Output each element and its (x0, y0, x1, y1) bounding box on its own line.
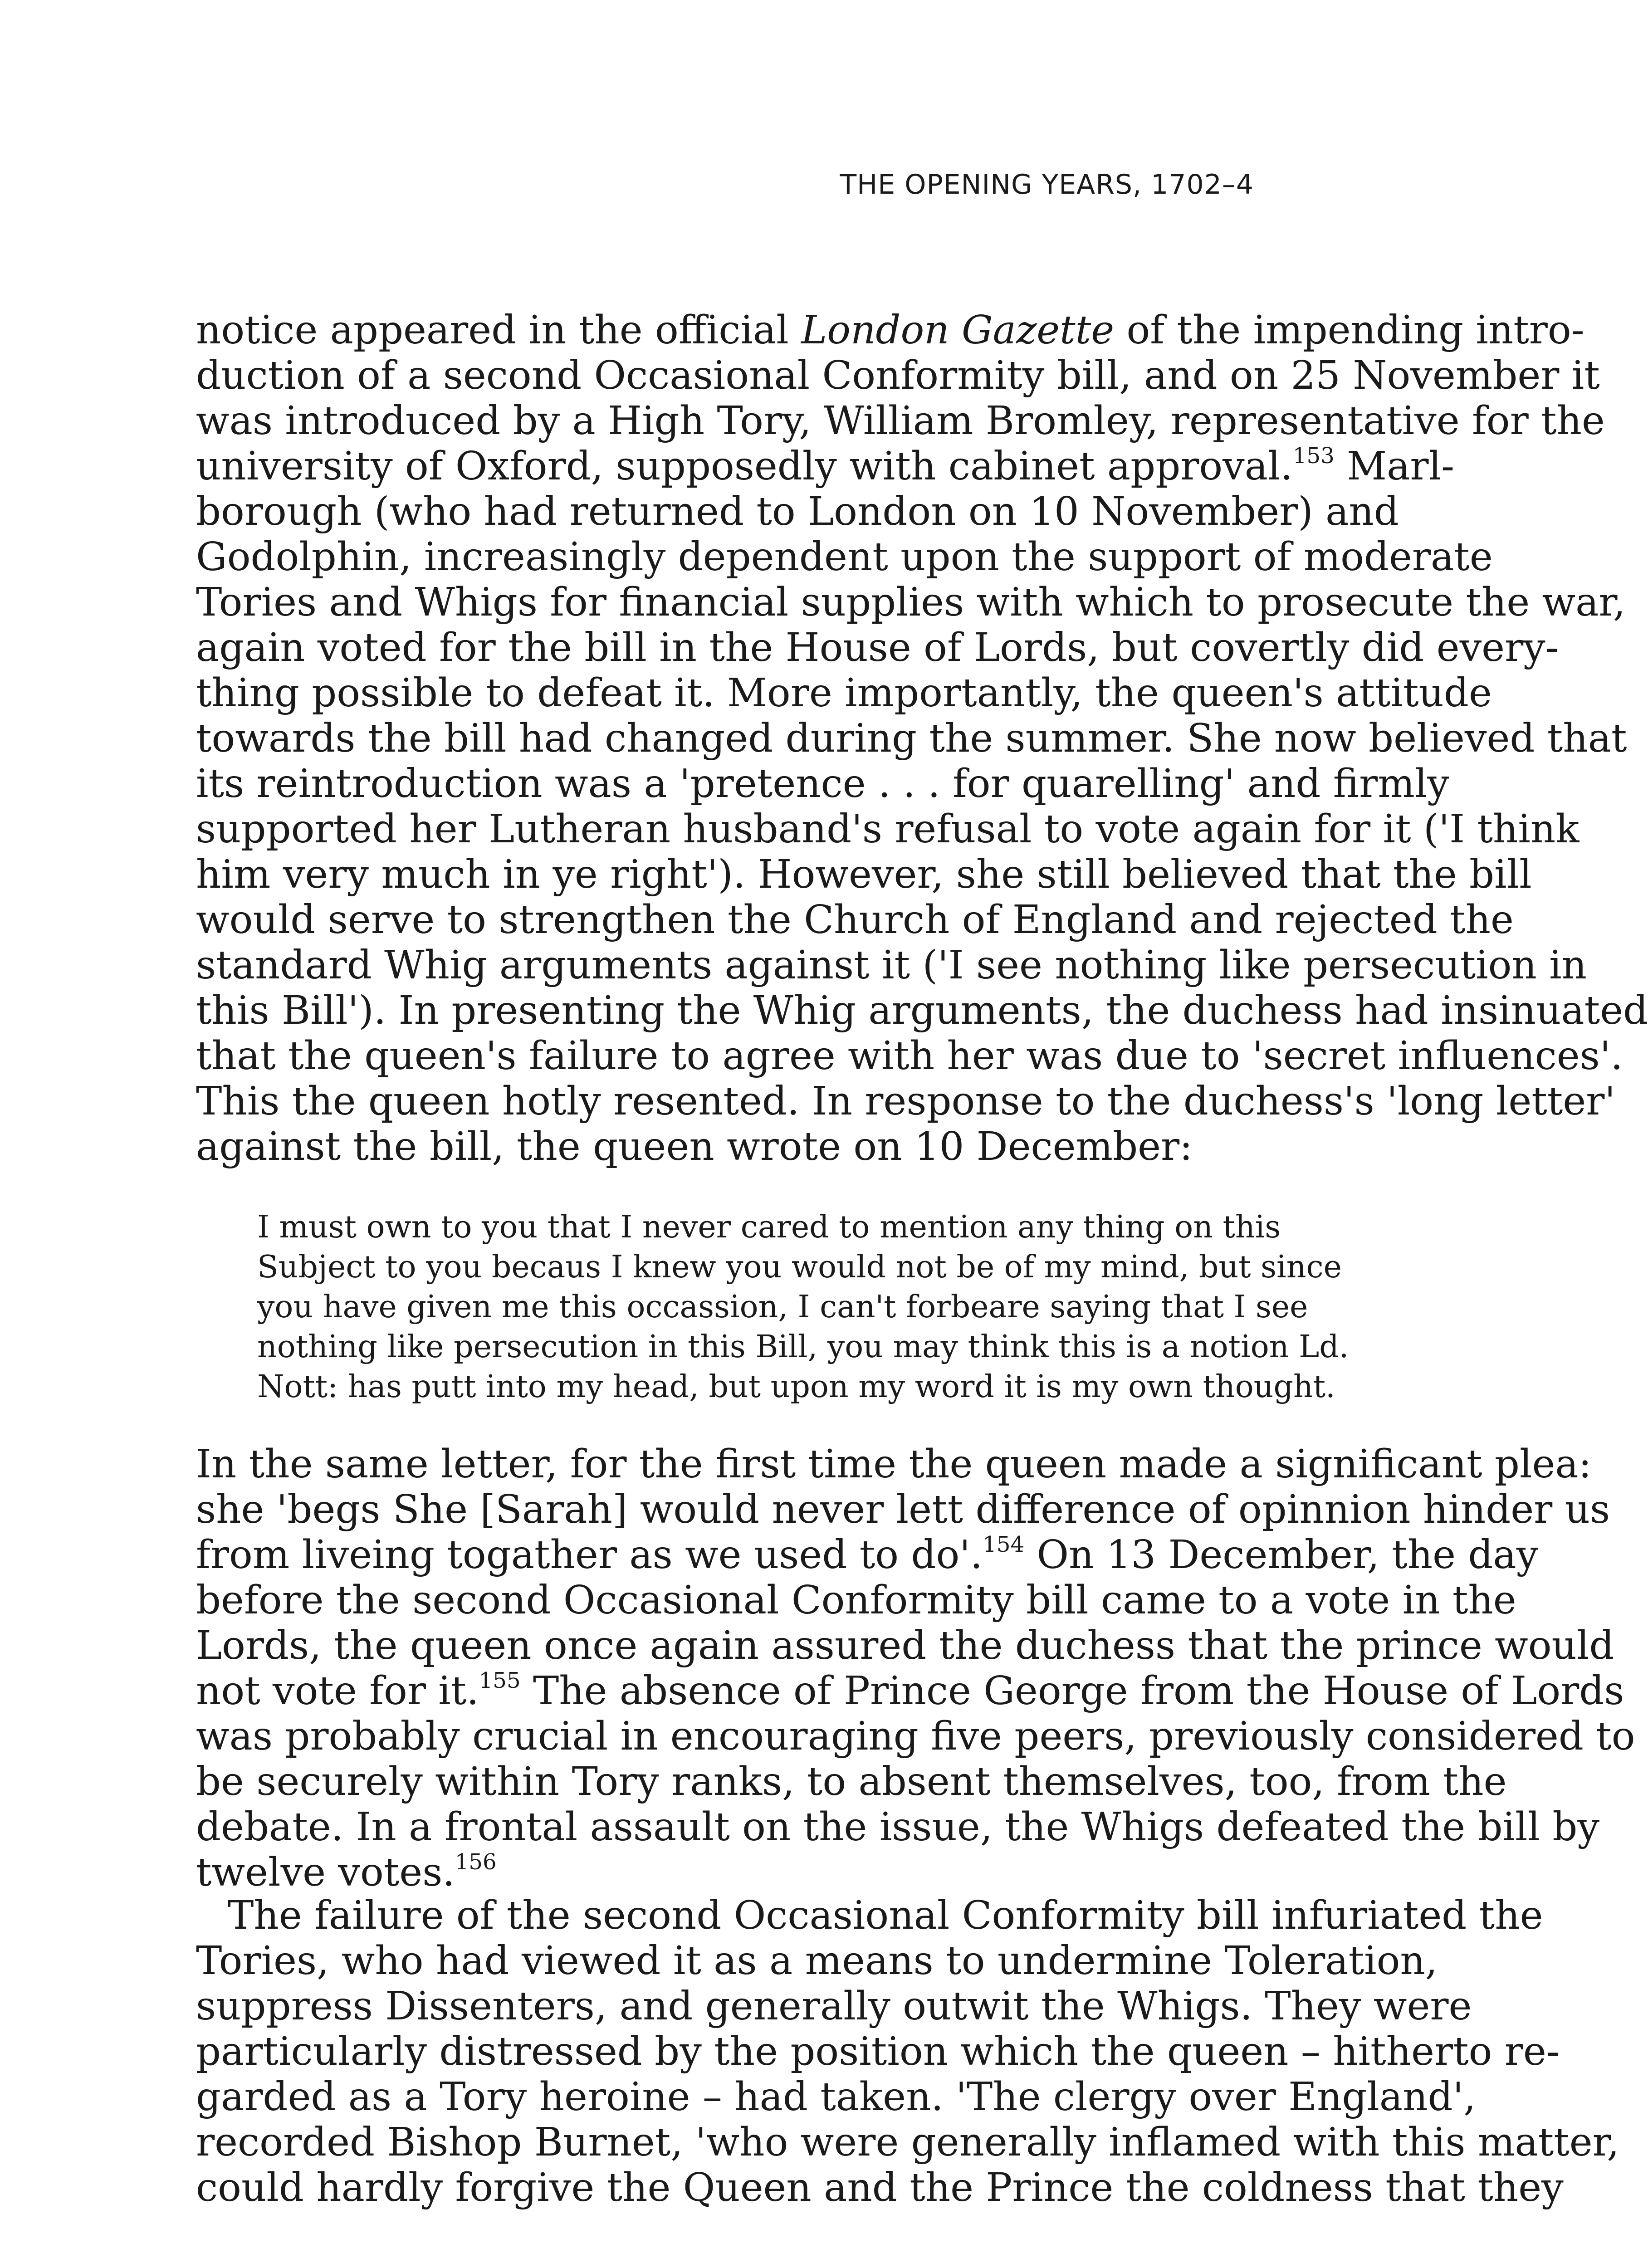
quote-line: nothing like persecution in this Bill, you may think this is a notion Ld. (257, 1329, 1349, 1365)
italic-title: London Gazette (801, 308, 1115, 353)
text-line: suppress Dissenters, and generally outwit the Whigs. They were (196, 1984, 1472, 2029)
text-line: from liveing togather as we used to do'.$^{154}$ On 13 December, the day (196, 1531, 1539, 1578)
text-line: not vote for it.$^{155}$ The absence of Prince George from the House of Lords (196, 1667, 1624, 1714)
text-line: was introduced by a High Tory, William Bromley, representative for the (196, 398, 1605, 444)
text-line: would serve to strengthen the Church of England and rejected the (196, 897, 1514, 943)
footnote-ref: 155 (479, 1667, 521, 1693)
text-line: could hardly forgive the Queen and the Prince the coldness that they (196, 2165, 1564, 2210)
text-line: Godolphin, increasingly dependent upon the support of moderate (196, 534, 1493, 580)
text-line: debate. In a frontal assault on the issue, the Whigs defeated the bill by (196, 1804, 1599, 1850)
text-line: university of Oxford, supposedly with cabinet approval.$^{153}$ Marl- (196, 443, 1455, 489)
text-line: supported her Lutheran husband's refusal to vote again for it ('I think (196, 807, 1580, 852)
text-line: him very much in ye right'). However, she still believed that the bill (196, 852, 1532, 897)
text-line: Tories and Whigs for financial supplies with which to prosecute the war, (196, 580, 1626, 625)
quote-line: Nott: has putt into my head, but upon my word it is my own thought. (257, 1369, 1335, 1405)
text-line: The failure of the second Occasional Conformity bill infuriated the (228, 1893, 1543, 1938)
text-line: garded as a Tory heroine – had taken. 'The clergy over England', (196, 2074, 1476, 2120)
text-line: Tories, who had viewed it as a means to undermine Toleration, (196, 1938, 1438, 1984)
text-line: This the queen hotly resented. In response to the duchess's 'long letter' (196, 1079, 1616, 1124)
quote-line: Subject to you becaus I knew you would not be of my mind, but since (257, 1249, 1342, 1285)
text-line: particularly distressed by the position which the queen – hitherto re- (196, 2029, 1560, 2074)
paragraph-3 (196, 1893, 1619, 2210)
text-line: be securely within Tory ranks, to absent themselves, too, from the (196, 1759, 1507, 1804)
footnote-ref: 156 (455, 1849, 497, 1875)
text-line: that the queen's failure to agree with her was due to 'secret influences'. (196, 1033, 1623, 1079)
text-line: recorded Bishop Burnet, 'who were generally inflamed with this matter, (196, 2120, 1619, 2165)
text-line: borough (who had returned to London on 10 November) and (196, 489, 1399, 534)
text-line: standard Whig arguments against it ('I see nothing like persecution in (196, 943, 1587, 988)
text-line: again voted for the bill in the House of Lords, but covertly did every- (196, 625, 1559, 670)
footnote-ref: 154 (983, 1531, 1025, 1557)
text-line: against the bill, the queen wrote on 10 December: (196, 1124, 1193, 1169)
text-line: towards the bill had changed during the summer. She now believed that (196, 716, 1627, 761)
text-line: Lords, the queen once again assured the duchess that the prince would (196, 1623, 1614, 1668)
text-line: its reintroduction was a 'pretence . . . for quarelling' and firmly (196, 761, 1449, 807)
quote-line: you have given me this occassion, I can't forbeare saying that I see (257, 1289, 1308, 1325)
text-line: thing possible to defeat it. More importantly, the queen's attitude (196, 670, 1492, 716)
text-line: she 'begs She [Sarah] would never lett difference of opinnion hinder us (196, 1487, 1610, 1532)
text-line: duction of a second Occasional Conformity bill, and on 25 November it (196, 353, 1600, 398)
text-line: In the same letter, for the first time the queen made a significant plea: (196, 1442, 1592, 1487)
block-quote (196, 1207, 1371, 1407)
text-line: was probably crucial in encouraging five peers, previously considered to (196, 1714, 1635, 1759)
text-line: before the second Occasional Conformity bill came to a vote in the (196, 1578, 1516, 1623)
paragraph-2 (196, 1442, 1635, 1895)
text-line: notice appeared in the official London Gazette of the impending intro- (196, 308, 1584, 353)
text-line: twelve votes.$^{156}$ (196, 1849, 497, 1895)
running-head: THE OPENING YEARS, 1702–4 (840, 169, 1254, 200)
quote-line: I must own to you that I never cared to mention any thing on this (257, 1209, 1281, 1245)
footnote-ref: 153 (1292, 443, 1335, 469)
text-line: this Bill'). In presenting the Whig arguments, the duchess had insinuated (196, 988, 1648, 1033)
paragraph-1 (196, 308, 1648, 1169)
